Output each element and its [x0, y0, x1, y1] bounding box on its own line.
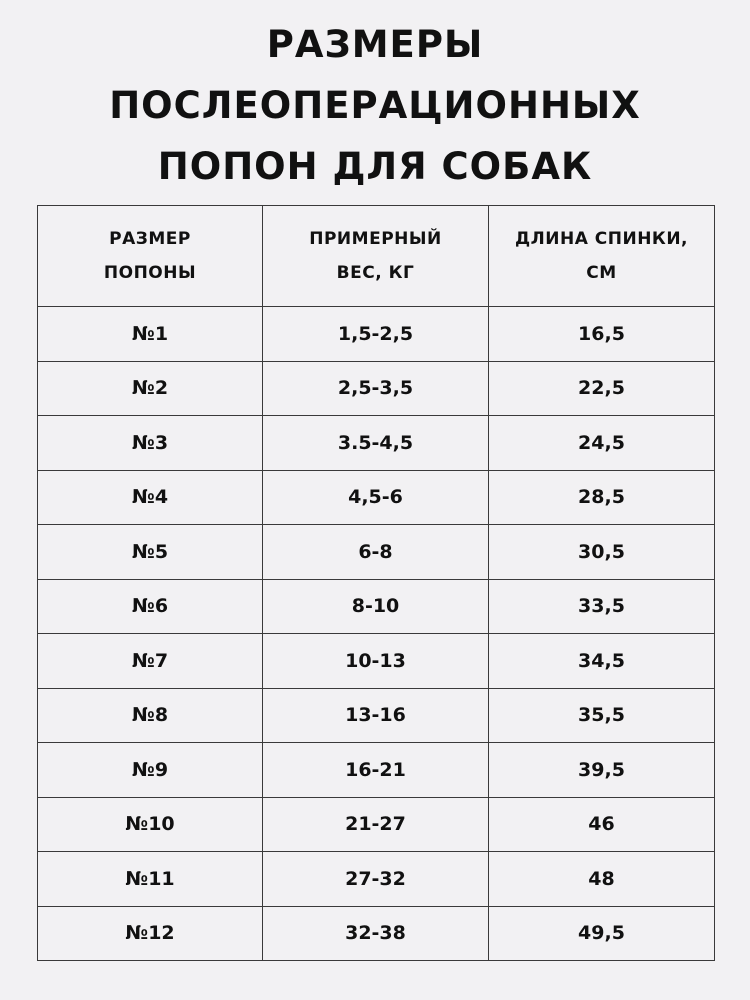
header-weight-line-2: ВЕС, КГ [336, 263, 415, 283]
table-row [38, 743, 715, 798]
cell-size: №7 [38, 634, 263, 689]
title-line-3: ПОПОН ДЛЯ СОБАК [157, 145, 593, 188]
table-row [38, 361, 715, 416]
header-size-line-1: РАЗМЕР [109, 229, 191, 249]
cell-weight: 27-32 [263, 852, 489, 907]
cell-length: 24,5 [489, 416, 715, 471]
title-line-1: РАЗМЕРЫ [266, 23, 484, 66]
cell-length: 39,5 [489, 743, 715, 798]
cell-size: №12 [38, 906, 263, 961]
cell-size: №9 [38, 743, 263, 798]
cell-weight: 32-38 [263, 906, 489, 961]
cell-length: 30,5 [489, 525, 715, 580]
cell-weight: 2,5-3,5 [263, 361, 489, 416]
table-row [38, 906, 715, 961]
table-row [38, 797, 715, 852]
cell-size: №6 [38, 579, 263, 634]
cell-size: №10 [38, 797, 263, 852]
header-weight [263, 206, 489, 307]
header-length-line-1: ДЛИНА СПИНКИ, [514, 229, 689, 249]
table-row [38, 852, 715, 907]
table-row [38, 579, 715, 634]
cell-length: 34,5 [489, 634, 715, 689]
table-row [38, 470, 715, 525]
cell-weight: 16-21 [263, 743, 489, 798]
cell-length: 49,5 [489, 906, 715, 961]
cell-weight: 13-16 [263, 688, 489, 743]
cell-length: 48 [489, 852, 715, 907]
table-row [38, 634, 715, 689]
cell-length: 33,5 [489, 579, 715, 634]
cell-size: №11 [38, 852, 263, 907]
title-line-2: ПОСЛЕОПЕРАЦИОННЫХ [109, 84, 641, 127]
table-header-row [38, 206, 715, 307]
header-length-line-2: СМ [586, 263, 617, 283]
cell-weight: 4,5-6 [263, 470, 489, 525]
header-length [489, 206, 715, 307]
cell-length: 22,5 [489, 361, 715, 416]
cell-length: 28,5 [489, 470, 715, 525]
cell-size: №8 [38, 688, 263, 743]
header-size-line-2: ПОПОНЫ [103, 263, 197, 283]
cell-size: №5 [38, 525, 263, 580]
size-table [37, 205, 715, 961]
table-row [38, 688, 715, 743]
table-row [38, 416, 715, 471]
cell-weight: 8-10 [263, 579, 489, 634]
cell-length: 46 [489, 797, 715, 852]
cell-size: №1 [38, 307, 263, 362]
cell-length: 35,5 [489, 688, 715, 743]
cell-length: 16,5 [489, 307, 715, 362]
header-size [38, 206, 263, 307]
cell-size: №2 [38, 361, 263, 416]
cell-weight: 1,5-2,5 [263, 307, 489, 362]
table-row [38, 525, 715, 580]
cell-weight: 21-27 [263, 797, 489, 852]
cell-weight: 6-8 [263, 525, 489, 580]
header-weight-line-1: ПРИМЕРНЫЙ [309, 229, 442, 249]
cell-size: №4 [38, 470, 263, 525]
table-row [38, 307, 715, 362]
cell-weight: 10-13 [263, 634, 489, 689]
cell-weight: 3.5-4,5 [263, 416, 489, 471]
cell-size: №3 [38, 416, 263, 471]
